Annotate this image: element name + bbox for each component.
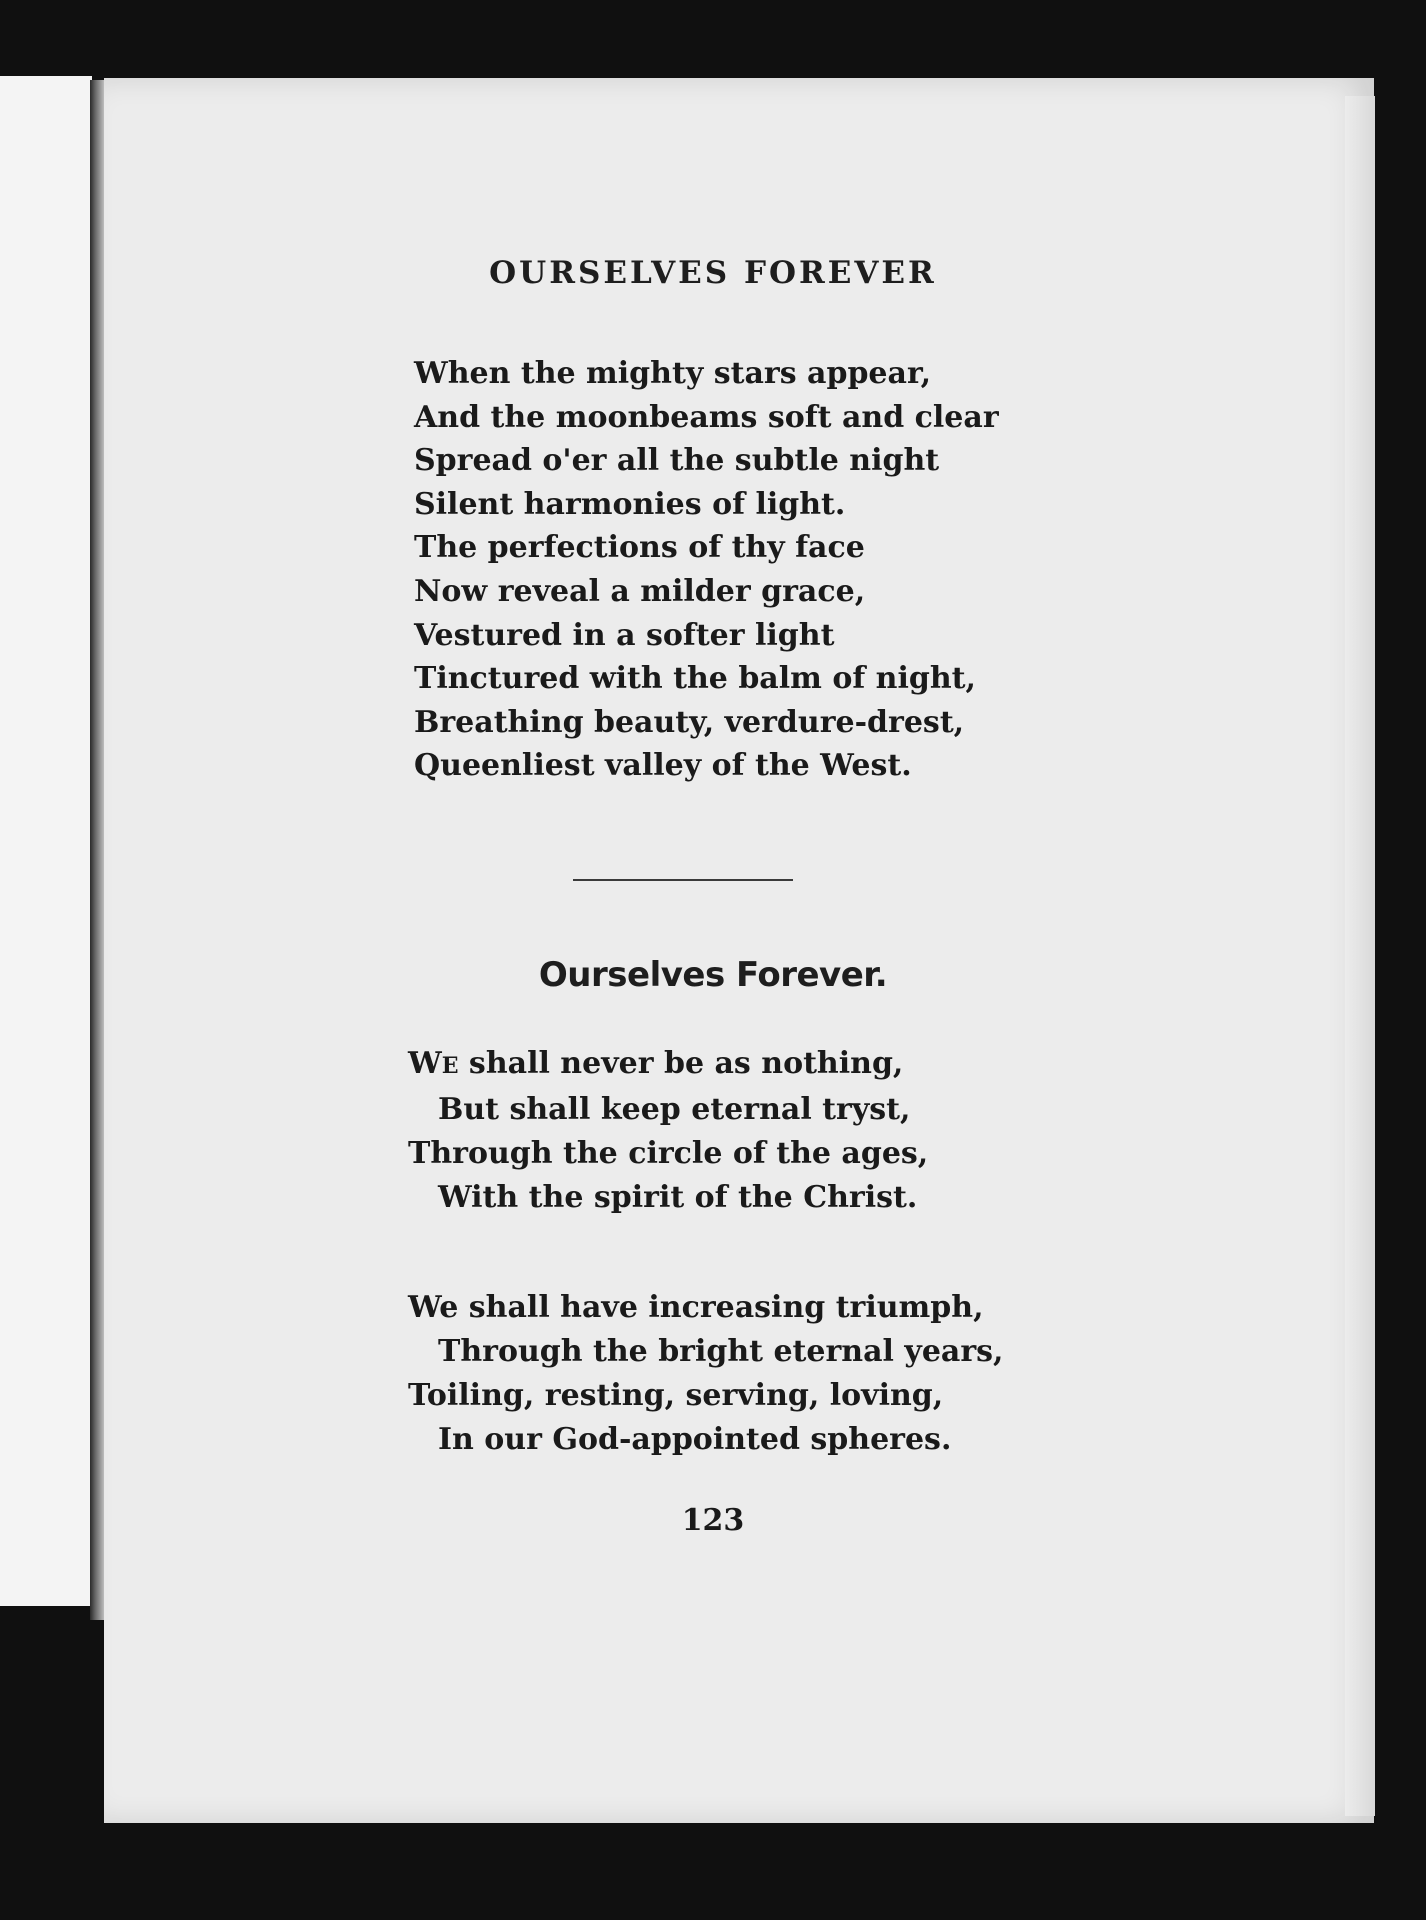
section-divider [573, 879, 793, 881]
poem-line: Now reveal a milder grace, [414, 573, 866, 609]
book-page [104, 78, 1374, 1823]
poem-line: Queenliest valley of the West. [414, 748, 912, 784]
facing-page-edge [0, 76, 92, 1606]
poem-line: The perfections of thy face [414, 530, 865, 566]
poem-line: When the mighty stars appear, [414, 356, 932, 391]
poem-line: And the moonbeams soft and clear [414, 399, 999, 435]
book-gutter [90, 80, 104, 1620]
stanza-1 [408, 1042, 928, 1220]
stanza-line: Through the circle of the ages, [408, 1136, 929, 1171]
page-number: 123 [681, 1503, 745, 1538]
stanza-line: Toiling, resting, serving, loving, [408, 1378, 944, 1413]
running-title: OURSELVES FOREVER [489, 255, 937, 291]
stanza-2 [408, 1286, 1004, 1462]
stanza-line: We shall have increasing triumph, [408, 1290, 984, 1325]
stanza-line: Through the bright eternal years, [438, 1334, 1004, 1369]
stanza-line [408, 1042, 928, 1088]
poem-line: Vestured in a softer light [414, 617, 835, 653]
poem-line: Silent harmonies of light. [414, 486, 846, 522]
poem-line: Spread o'er all the subtle night [414, 443, 940, 479]
stanza-line: But shall keep eternal tryst, [438, 1092, 911, 1127]
stanza-line-text: shall never be as nothing, [458, 1046, 904, 1081]
poem-line: Breathing beauty, verdure-drest, [414, 704, 965, 740]
dropcap: W [408, 1046, 442, 1081]
dropcap-smallcap: E [441, 1053, 459, 1079]
stanza-line: In our God-appointed spheres. [438, 1422, 952, 1457]
stanza-line: With the spirit of the Christ. [438, 1180, 918, 1215]
poem-title: Ourselves Forever. [538, 955, 888, 995]
first-poem [414, 352, 999, 788]
poem-line: Tinctured with the balm of night, [414, 661, 976, 697]
